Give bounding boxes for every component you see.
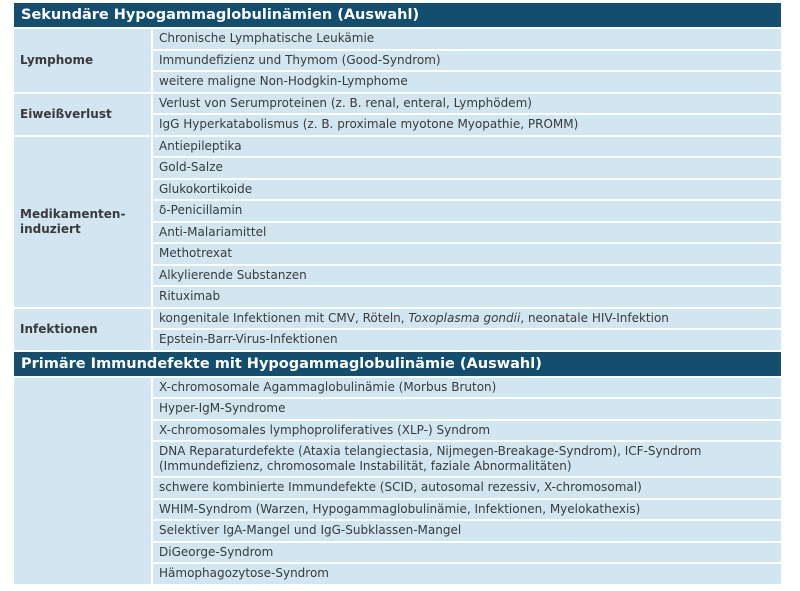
item-cell [153, 399, 781, 421]
item-text: schwere kombinierte Immundefekte (SCID, autosomal rezessiv, X-chromosomal) [159, 480, 642, 495]
item-cell [153, 442, 781, 478]
item-cell [153, 521, 781, 543]
item-cell [153, 287, 781, 309]
item-text: Hyper-IgM-Syndrome [159, 401, 286, 416]
item-text: Hämophagozytose-Syndrom [159, 566, 329, 581]
item-cell [153, 266, 781, 288]
italic-term: Toxoplasma gondii [408, 310, 521, 325]
section-header: Sekundäre Hypogammaglobulinämien (Auswahl) [14, 3, 781, 27]
category-label: Infektionen [20, 321, 98, 336]
item-text: Verlust von Serumproteinen (z. B. renal, enteral, Lymphödem) [159, 95, 532, 110]
item-text: Epstein-Barr-Virus-Infektionen [159, 332, 338, 347]
category-cell [14, 309, 153, 352]
item-text: Methotrexat [159, 246, 233, 261]
item-text: Anti-Malariamittel [159, 224, 267, 239]
item-cell [153, 543, 781, 565]
item-cell [153, 478, 781, 500]
item-cell [153, 223, 781, 245]
category-label: Lymphome [20, 52, 94, 67]
table-row [14, 309, 781, 331]
item-cell [153, 29, 781, 51]
item-text: weitere maligne Non-Hodgkin-Lymphome [159, 74, 408, 89]
item-text: Immundefizienz und Thymom (Good-Syndrom) [159, 52, 441, 67]
item-cell [153, 180, 781, 202]
section-header: Primäre Immundefekte mit Hypogammaglobulinämie (Auswahl) [14, 352, 781, 376]
item-cell [153, 309, 781, 331]
table-row [14, 378, 781, 400]
immunodeficiency-table [14, 3, 781, 586]
item-cell [153, 115, 781, 137]
item-text: X-chromosomales lymphoproliferatives (XLP-) Syndrom [159, 422, 491, 437]
item-text: DiGeorge-Syndrom [159, 544, 274, 559]
item-text: Antiepileptika [159, 138, 242, 153]
category-cell [14, 29, 153, 94]
category-cell [14, 137, 153, 309]
table-row [14, 29, 781, 51]
item-cell [153, 378, 781, 400]
item-text: IgG Hyperkatabolismus (z. B. proximale myotone Myopathie, PROMM) [159, 117, 579, 132]
item-text: δ-Penicillamin [159, 203, 243, 218]
item-cell [153, 500, 781, 522]
item-text: Gold-Salze [159, 160, 223, 175]
category-cell [14, 378, 153, 586]
item-text: Alkylierende Substanzen [159, 267, 307, 282]
item-cell [153, 158, 781, 180]
item-cell [153, 137, 781, 159]
category-label: Medikamenten- induziert [20, 206, 126, 236]
item-cell [153, 421, 781, 443]
table-row [14, 137, 781, 159]
item-cell [153, 201, 781, 223]
item-text: Selektiver IgA-Mangel und IgG-Subklassen-Mangel [159, 523, 462, 538]
item-text: , neonatale HIV-Infektion [520, 310, 669, 325]
table-row [14, 94, 781, 116]
item-cell [153, 244, 781, 266]
category-cell [14, 94, 153, 137]
item-text: Glukokortikoide [159, 181, 253, 196]
table-section [14, 3, 781, 352]
item-text: Chronische Lymphatische Leukämie [159, 31, 375, 46]
section-table [14, 29, 781, 352]
item-text: Rituximab [159, 289, 221, 304]
item-text: kongenitale Infektionen mit CMV, Röteln, [159, 310, 409, 325]
item-cell [153, 51, 781, 73]
item-cell [153, 72, 781, 94]
item-cell [153, 330, 781, 352]
item-cell [153, 564, 781, 586]
item-cell [153, 94, 781, 116]
table-section [14, 352, 781, 586]
item-text: WHIM-Syndrom (Warzen, Hypogammaglobulinämie, Infektionen, Myelokathexis) [159, 501, 641, 516]
section-table [14, 378, 781, 586]
category-label: Eiweißverlust [20, 106, 112, 121]
item-text: DNA Reparaturdefekte (Ataxia telangiectasia, Nijmegen-Breakage-Syndrom), ICF-Syndrom (Immundefizienz, chromosomale Instabilität, faziale Abnormalitäten) [159, 444, 702, 473]
item-text: X-chromosomale Agammaglobulinämie (Morbus Bruton) [159, 379, 497, 394]
